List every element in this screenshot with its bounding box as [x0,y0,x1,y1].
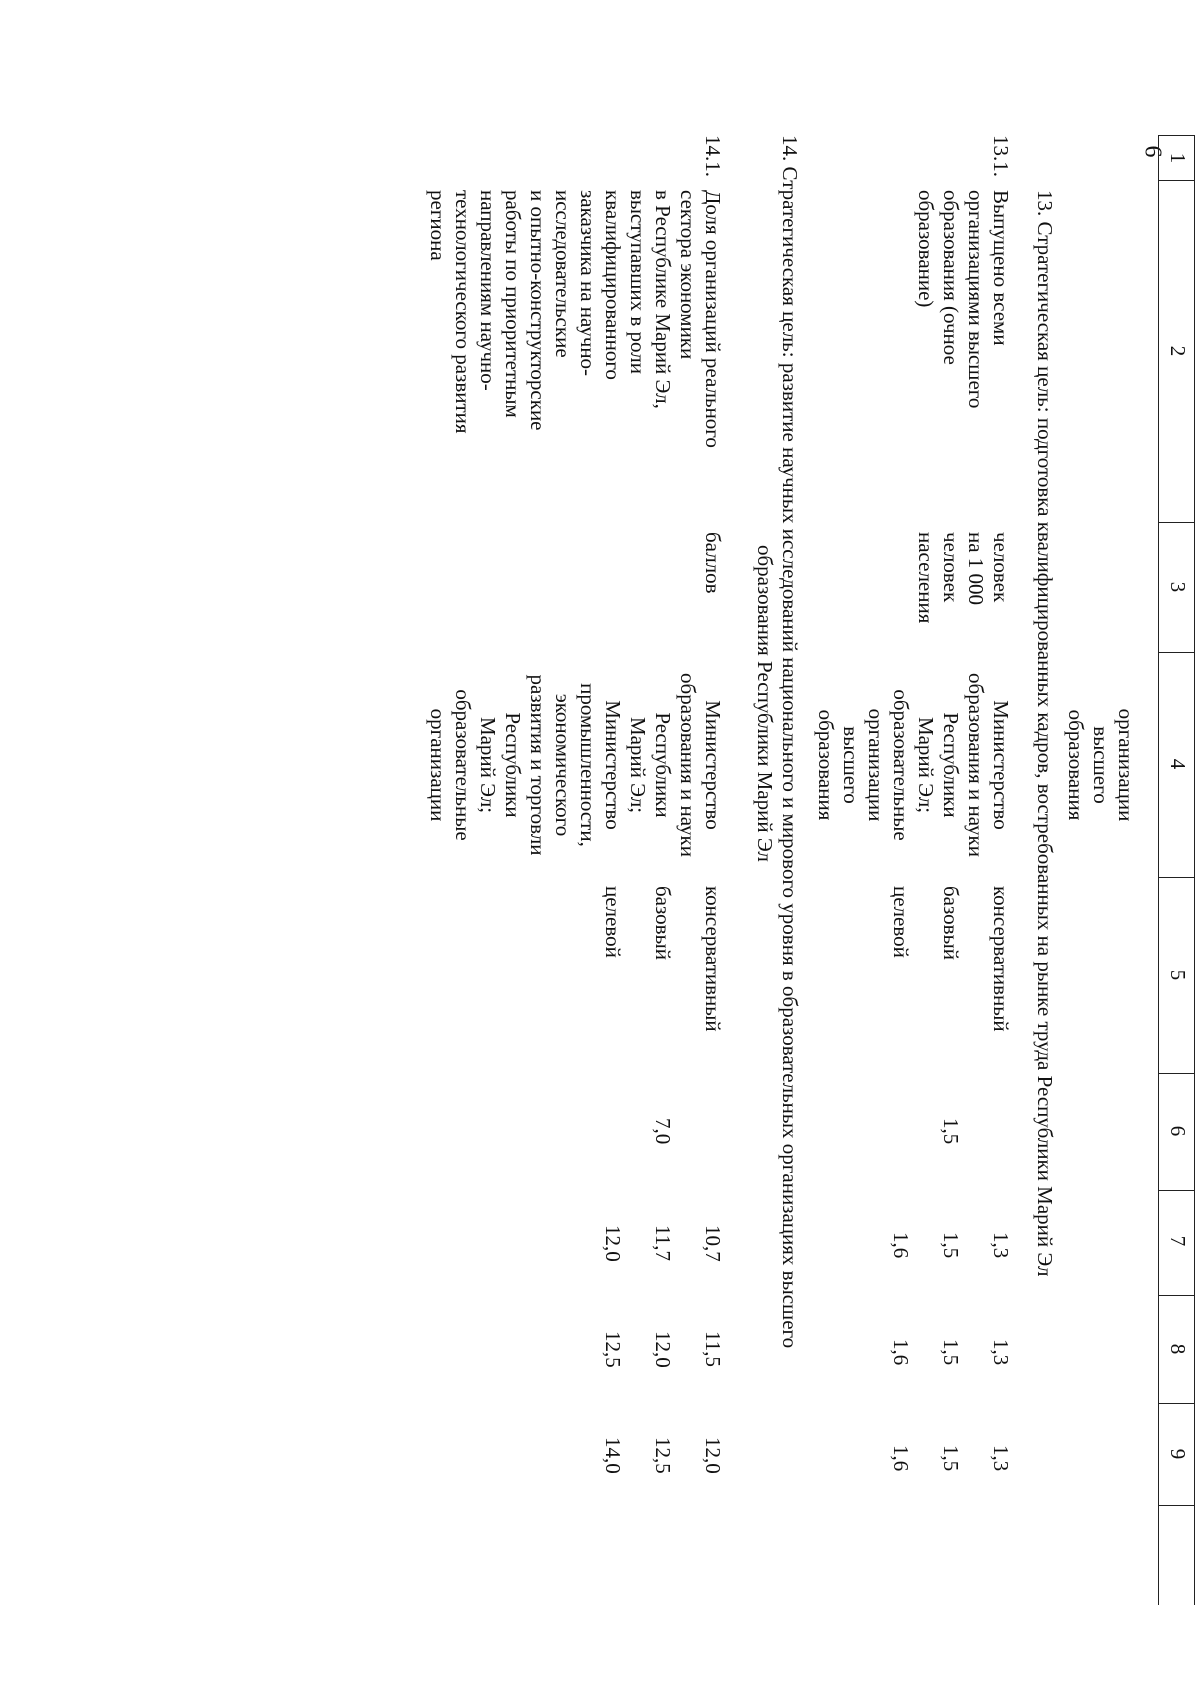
text-line: образования [814,709,838,821]
text-line: баллов [701,532,725,594]
value-col7: 12,0 [601,1225,625,1262]
unit [913,532,1013,652]
value-col8: 12,0 [651,1331,675,1368]
row-number: 13.1. [989,135,1013,177]
text-line: Министерство [701,700,725,830]
text-line: населения [914,532,938,624]
scenario-conservative: консервативный [989,886,1013,1032]
text-line: организации [864,708,888,822]
col-divider [1159,1505,1195,1506]
value-col7: 11,7 [651,1225,675,1261]
col-divider [1159,180,1195,181]
text-line: Республики [939,712,963,818]
continuation-col4 [1063,655,1138,875]
text-line: образования и науки [964,673,988,857]
scenario-conservative: консервативный [701,886,725,1032]
text-line: экономического [551,693,575,837]
col-divider [1159,1295,1195,1296]
text-line: организациями высшего [964,190,988,409]
text-line: высшего [1089,726,1113,804]
header-col-7: 7 [1166,1235,1190,1247]
row-number: 14.1. [701,135,725,177]
text-line: Республики [501,712,525,818]
value-col9: 1,5 [939,1445,963,1472]
value-col8: 1,3 [989,1339,1013,1366]
header-top-rule [1194,135,1195,1605]
text-line: высшего [839,726,863,804]
text-line: технологического развития [451,190,475,434]
goal-14-heading: 14. Стратегическая цель: развитие научных исследований национального и мирового уровня в образовательных организациях высшего [778,135,802,1349]
header-col-3: 3 [1166,581,1190,593]
header-col-9: 9 [1166,1448,1190,1460]
header-col-8: 8 [1166,1343,1190,1355]
col-divider [1159,1073,1195,1074]
value-col9: 1,3 [989,1445,1013,1472]
text-line: квалифицированного [601,190,625,380]
scenario-base: базовый [651,886,675,960]
text-line: Доля организаций реального [701,190,725,448]
responsible [813,655,1013,875]
text-line: заказчика на научно- [576,190,600,377]
text-line: Министерство [601,700,625,830]
indicator-name [425,190,725,465]
col-divider [1159,135,1195,136]
value-col8: 1,5 [939,1339,963,1366]
value-col7: 1,6 [889,1232,913,1259]
text-line: Республики [651,712,675,818]
value-col9: 12,0 [701,1437,725,1474]
text-line: человек [989,532,1013,603]
value-col7: 1,3 [989,1232,1013,1259]
col-divider [1159,1403,1195,1404]
value-col7: 1,5 [939,1232,963,1259]
responsible [425,655,725,875]
scenario-target: целевой [889,886,913,958]
value-col9: 12,5 [651,1437,675,1474]
text-line: развития и торговли [526,674,550,856]
value-col9: 1,6 [889,1445,913,1472]
unit [700,532,725,652]
text-line: на 1 000 [964,532,988,606]
col-divider [1159,877,1195,878]
goal-13-heading: 13. Стратегическая цель: подготовка квалифицированных кадров, востребованных на рынке труда Республики Марий Эл [1033,190,1057,1277]
text-line: в Республике Марий Эл, [651,190,675,409]
goal-14-heading-cont: образования Республики Марий Эл [753,545,777,862]
value-col8: 12,5 [601,1331,625,1368]
text-line: Выпущено всеми [989,190,1013,346]
text-line: организации [1114,708,1138,822]
header-bottom-rule [1158,135,1159,1605]
indicator-name [913,190,1013,465]
text-line: Министерство [989,700,1013,830]
value-col8: 1,6 [889,1339,913,1366]
col-divider [1159,522,1195,523]
text-line: образовательные [889,689,913,841]
text-line: образования и науки [676,673,700,857]
header-col-2: 2 [1166,345,1190,357]
scenario-target: целевой [601,886,625,958]
text-line: работы по приоритетным [501,190,525,418]
page-number: 6 [1139,145,1166,158]
value-col8: 11,5 [701,1331,725,1367]
text-line: промышленности, [576,683,600,847]
text-line: образования (очное [939,190,963,365]
text-line: направлениям научно- [476,190,500,391]
text-line: сектора экономики [676,190,700,360]
text-line: исследовательские [551,190,575,358]
text-line: региона [426,190,450,261]
text-line: организации [426,708,450,822]
rotated-table-page [205,135,1195,1605]
value-col6: 1,5 [939,1118,963,1145]
text-line: образовательные [451,689,475,841]
text-line: Марий Эл; [626,716,650,814]
text-line: Марий Эл; [476,716,500,814]
text-line: выступавших в роли [626,190,650,374]
text-line: человек [939,532,963,603]
value-col6: 7,0 [651,1118,675,1145]
header-col-5: 5 [1166,969,1190,981]
col-divider [1159,1190,1195,1191]
scenario-base: базовый [939,886,963,960]
header-col-6: 6 [1166,1125,1190,1137]
header-col-4: 4 [1166,758,1190,770]
value-col9: 14,0 [601,1437,625,1474]
text-line: Марий Эл; [914,716,938,814]
col-divider [1159,652,1195,653]
text-line: и опытно-конструкторские [526,190,550,431]
text-line: образования [1064,709,1088,821]
value-col7: 10,7 [701,1225,725,1262]
text-line: образование) [914,190,938,308]
header-col-1: 1 [1166,152,1190,164]
